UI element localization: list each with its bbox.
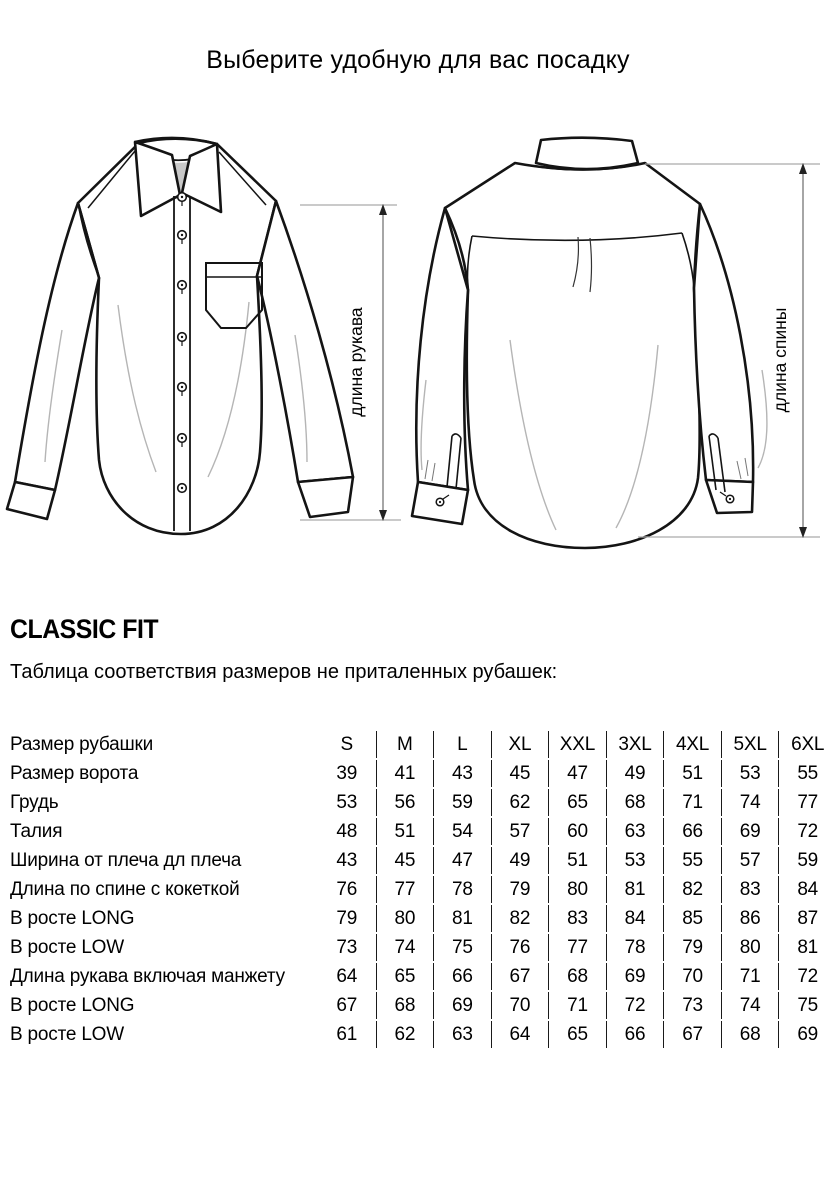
size-value-cell: 74 [721,789,779,816]
shirt-drawings [0,130,836,570]
size-value-cell: 72 [606,992,664,1019]
size-value-cell: 84 [606,905,664,932]
size-value-cell: 65 [376,963,434,990]
size-value-cell: 61 [336,1023,358,1045]
size-value-cell: 84 [778,876,836,903]
size-col-header: S [340,733,354,755]
row-label: Длина по спине с кокеткой [10,878,240,900]
size-value-cell: 67 [663,1021,721,1048]
size-value-cell: 79 [491,876,549,903]
size-value-cell: 59 [433,789,491,816]
size-value-cell: 81 [433,905,491,932]
table-row [10,818,836,845]
table-row [10,1021,836,1048]
table-row [10,934,836,961]
size-value-cell: 74 [721,992,779,1019]
size-value-cell: 62 [491,789,549,816]
table-row [10,760,836,787]
size-value-cell: 86 [721,905,779,932]
size-value-cell: 65 [548,789,606,816]
row-label: В росте LONG [10,994,135,1016]
table-row [10,876,836,903]
row-label: Талия [10,820,63,842]
size-value-cell: 72 [778,818,836,845]
size-value-cell: 60 [548,818,606,845]
size-value-cell: 68 [606,789,664,816]
size-value-cell: 69 [433,992,491,1019]
size-value-cell: 77 [778,789,836,816]
size-value-cell: 45 [376,847,434,874]
size-value-cell: 63 [433,1021,491,1048]
back-length-label: длина спины [770,307,790,413]
row-label: В росте LOW [10,936,124,958]
size-value-cell: 51 [663,760,721,787]
row-label: Размер ворота [10,762,139,784]
size-value-cell: 53 [721,760,779,787]
row-label: В росте LONG [10,907,135,929]
shirt-front-drawing [0,130,410,570]
size-value-cell: 68 [721,1021,779,1048]
size-value-cell: 78 [606,934,664,961]
size-value-cell: 63 [606,818,664,845]
size-value-cell: 75 [433,934,491,961]
size-value-cell: 49 [491,847,549,874]
size-value-cell: 82 [491,905,549,932]
size-value-cell: 85 [663,905,721,932]
size-value-cell: 68 [548,963,606,990]
size-value-cell: 75 [778,992,836,1019]
size-value-cell: 57 [721,847,779,874]
size-value-cell: 55 [663,847,721,874]
size-value-cell: 51 [376,818,434,845]
table-row [10,789,836,816]
row-label: В росте LOW [10,1023,124,1045]
row-label: Длина рукава включая манжету [10,965,285,987]
size-value-cell: 71 [548,992,606,1019]
size-value-cell: 80 [548,876,606,903]
size-value-cell: 79 [663,934,721,961]
table-row [10,963,836,990]
size-value-cell: 74 [376,934,434,961]
size-value-cell: 64 [491,1021,549,1048]
table-row [10,992,836,1019]
size-table-body [10,760,836,1048]
size-value-cell: 71 [663,789,721,816]
size-value-cell: 66 [606,1021,664,1048]
row-label: Грудь [10,791,59,813]
size-value-cell: 49 [606,760,664,787]
row-label: Ширина от плеча дл плеча [10,849,242,871]
size-value-cell: 66 [433,963,491,990]
size-col-header: XXL [548,731,606,758]
size-value-cell: 73 [663,992,721,1019]
size-col-header: 6XL [778,731,836,758]
size-value-cell: 70 [491,992,549,1019]
size-value-cell: 65 [548,1021,606,1048]
size-table [10,729,836,1050]
size-value-cell: 39 [336,762,358,784]
sleeve-length-label: длина рукава [346,307,366,417]
size-value-cell: 57 [491,818,549,845]
size-value-cell: 81 [778,934,836,961]
size-value-cell: 76 [336,878,358,900]
size-value-cell: 62 [376,1021,434,1048]
size-value-cell: 55 [778,760,836,787]
size-value-cell: 53 [336,791,358,813]
table-row [10,905,836,932]
size-value-cell: 83 [548,905,606,932]
size-col-header: 5XL [721,731,779,758]
size-value-cell: 69 [721,818,779,845]
size-value-cell: 67 [491,963,549,990]
size-value-cell: 81 [606,876,664,903]
size-value-cell: 87 [778,905,836,932]
size-col-header: L [433,731,491,758]
size-value-cell: 77 [548,934,606,961]
size-value-cell: 68 [376,992,434,1019]
size-value-cell: 41 [376,760,434,787]
size-value-cell: 56 [376,789,434,816]
size-value-cell: 51 [548,847,606,874]
fit-subheading: Таблица соответствия размеров не приталенных рубашек: [10,661,558,683]
size-value-cell: 45 [491,760,549,787]
size-value-cell: 76 [491,934,549,961]
size-value-cell: 69 [606,963,664,990]
size-col-header: M [376,731,434,758]
size-value-cell: 72 [778,963,836,990]
table-row [10,847,836,874]
size-value-cell: 48 [336,820,358,842]
fit-heading: CLASSIC FIT [10,614,159,644]
size-value-cell: 69 [778,1021,836,1048]
size-value-cell: 82 [663,876,721,903]
size-value-cell: 67 [336,994,358,1016]
size-table-wrap [10,729,836,1050]
size-value-cell: 53 [606,847,664,874]
size-value-cell: 80 [721,934,779,961]
size-value-cell: 77 [376,876,434,903]
size-value-cell: 78 [433,876,491,903]
size-value-cell: 71 [721,963,779,990]
size-value-cell: 47 [548,760,606,787]
size-value-cell: 79 [336,907,358,929]
size-value-cell: 54 [433,818,491,845]
size-table-header-label: Размер рубашки [10,733,154,755]
size-col-header: 3XL [606,731,664,758]
size-value-cell: 73 [336,936,358,958]
size-value-cell: 83 [721,876,779,903]
size-col-header: 4XL [663,731,721,758]
shirt-back-drawing [410,130,836,570]
size-value-cell: 70 [663,963,721,990]
size-value-cell: 80 [376,905,434,932]
size-value-cell: 64 [336,965,358,987]
page-title: Выберите удобную для вас посадку [206,46,630,74]
size-value-cell: 59 [778,847,836,874]
shirt-back-silhouette [412,138,753,548]
size-value-cell: 47 [433,847,491,874]
size-value-cell: 66 [663,818,721,845]
size-table-header-row [10,731,836,758]
size-value-cell: 43 [433,760,491,787]
size-col-header: XL [491,731,549,758]
size-value-cell: 43 [336,849,358,871]
